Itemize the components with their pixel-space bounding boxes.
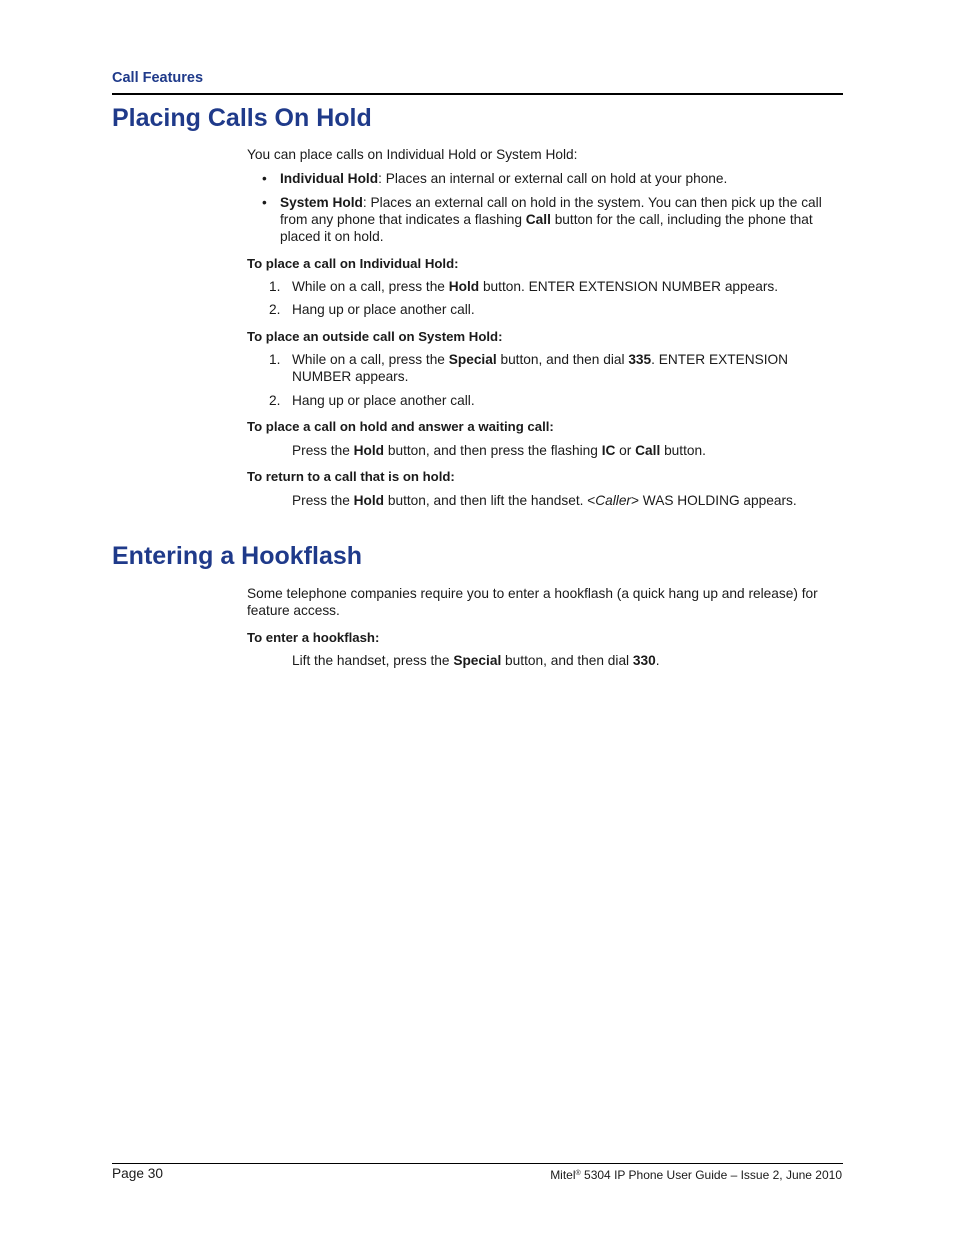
procedure-step [269,351,843,385]
intro-paragraph: You can place calls on Individual Hold or System Hold: [247,147,578,162]
bullet-icon: • [262,171,267,186]
procedure-heading: To enter a hookflash: [247,630,380,645]
procedure-instruction: Press the Hold button, and then press the flashing IC or Call button. [292,443,706,458]
step-text: While on a call, press the Hold button. ENTER EXTENSION NUMBER appears. [292,279,779,294]
step-number: 2. [269,302,281,317]
procedure-instruction: Press the Hold button, and then lift the handset. <Caller> WAS HOLDING appears. [292,493,797,508]
running-header: Call Features [112,70,204,86]
step-text: While on a call, press the Special button, and then dial 335. ENTER EXTENSION NUMBER appears. [292,352,789,384]
bullet-text: Individual Hold: Places an internal or external call on hold at your phone. [280,171,728,186]
procedure-instruction: Lift the handset, press the Special button, and then dial 330. [292,653,660,668]
step-text: Hang up or place another call. [292,393,475,408]
step-text: Hang up or place another call. [292,302,475,317]
bullet-text: System Hold: Places an external call on hold in the system. You can then pick up the call from any phone that indicates a flashing Call button for the call, including the phone that placed it on hold. [280,195,822,244]
step-number: 2. [269,393,281,408]
section-title-hookflash: Entering a Hookflash [112,542,363,570]
page-number: Page 30 [112,1166,163,1181]
procedure-heading: To return to a call that is on hold: [247,469,455,484]
bullet-system-hold [262,194,843,246]
section-title-placing-hold: Placing Calls On Hold [112,104,372,132]
document-title-footer: Mitel® 5304 IP Phone User Guide – Issue 2, June 2010 [550,1168,842,1182]
footer-divider [112,1163,843,1164]
bullet-icon: • [262,195,267,210]
step-number: 1. [269,352,281,367]
procedure-heading: To place an outside call on System Hold: [247,329,503,344]
header-divider [112,93,843,95]
procedure-heading: To place a call on Individual Hold: [247,256,459,271]
hookflash-intro: Some telephone companies require you to enter a hookflash (a quick hang up and release) for feature access. [247,586,818,618]
step-number: 1. [269,279,281,294]
procedure-heading: To place a call on hold and answer a waiting call: [247,419,554,434]
